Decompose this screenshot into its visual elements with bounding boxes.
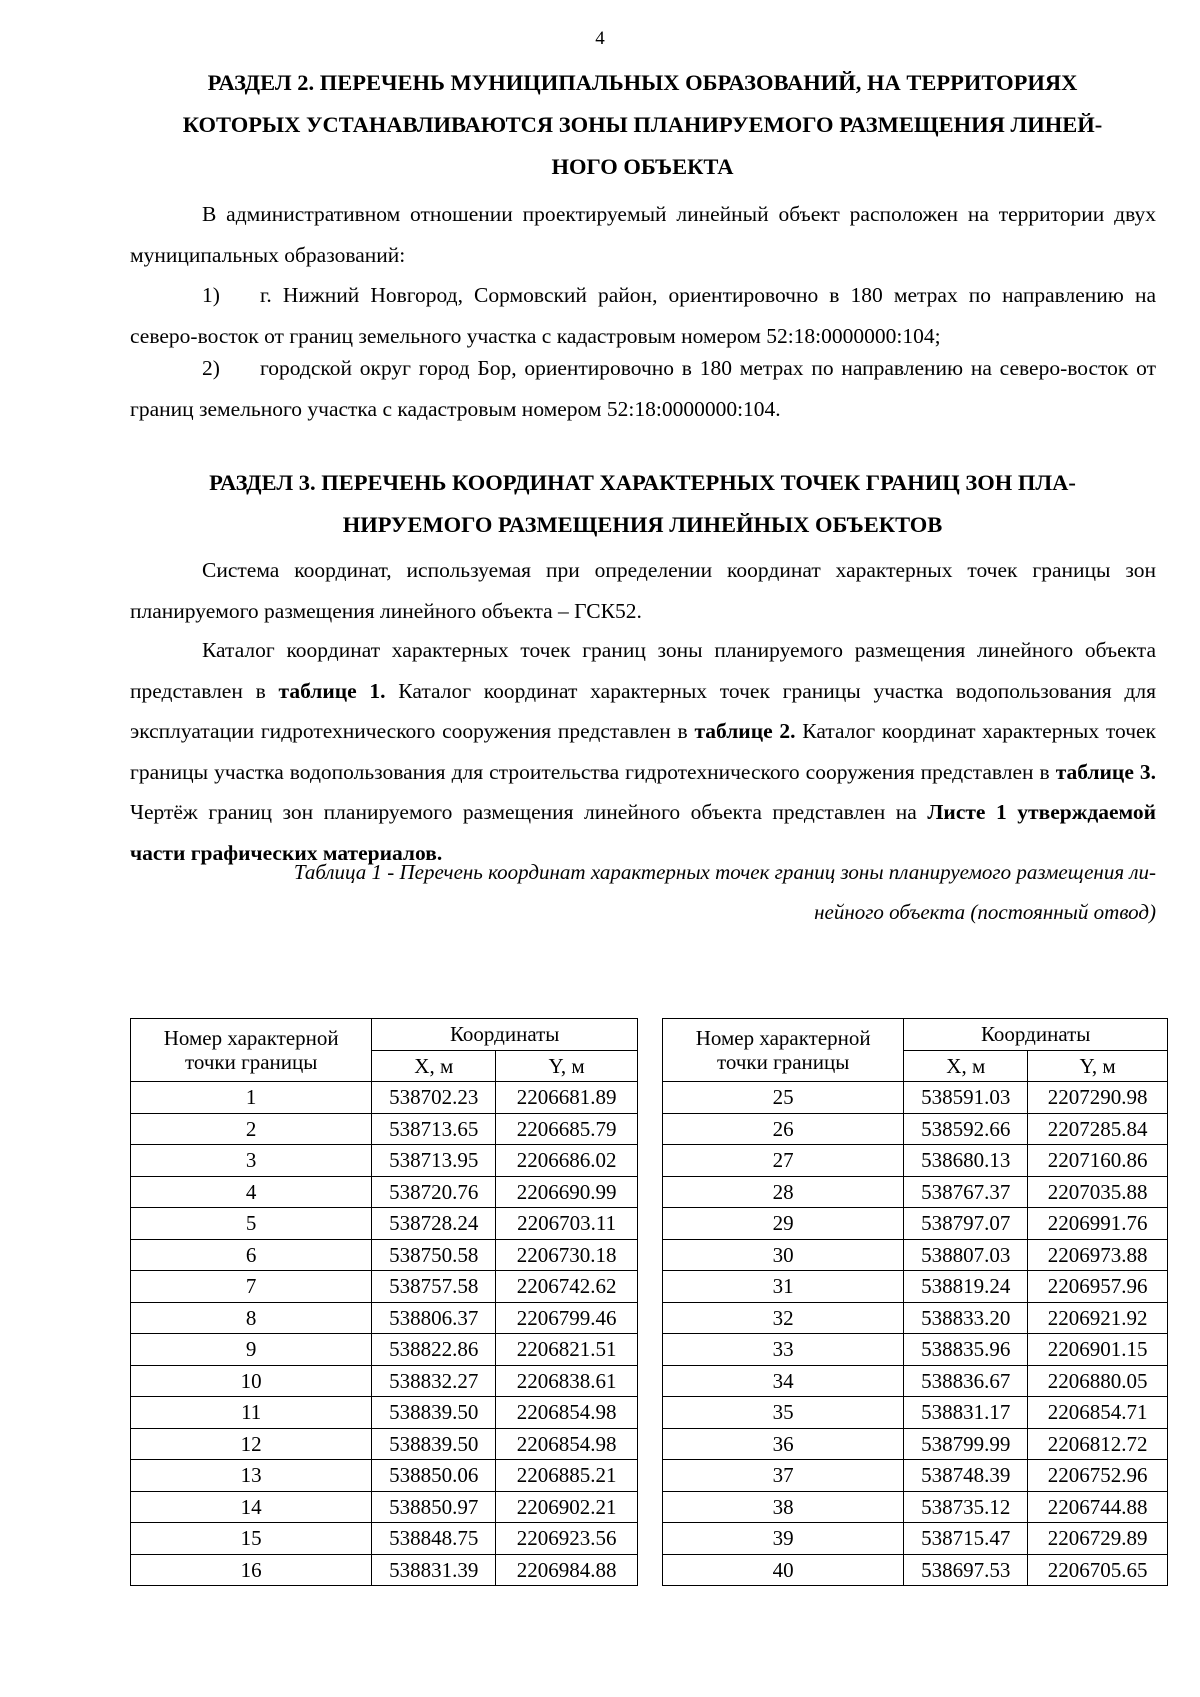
y-coordinate-cell: 2207290.98: [1028, 1082, 1168, 1114]
point-number-cell: 7: [131, 1271, 372, 1303]
para2-part: Чертёж границ зон планируемого размещения линейного объекта представлен на: [130, 800, 928, 824]
point-number-cell: 1: [131, 1082, 372, 1114]
y-coordinate-cell: 2206854.98: [496, 1428, 638, 1460]
y-coordinate-cell: 2206901.15: [1028, 1334, 1168, 1366]
x-coordinate-cell: 538728.24: [372, 1208, 496, 1240]
x-coordinate-cell: 538832.27: [372, 1365, 496, 1397]
y-coordinate-cell: 2206752.96: [1028, 1460, 1168, 1492]
y-coordinate-cell: 2206685.79: [496, 1113, 638, 1145]
point-number-cell: 11: [131, 1397, 372, 1429]
section3-heading-line2: НИРУЕМОГО РАЗМЕЩЕНИЯ ЛИНЕЙНЫХ ОБЪЕКТОВ: [342, 512, 943, 537]
x-coordinate-cell: 538697.53: [904, 1554, 1028, 1586]
point-number-cell: 10: [131, 1365, 372, 1397]
x-coordinate-cell: 538836.67: [904, 1365, 1028, 1397]
header-coordinates: Координаты: [904, 1019, 1168, 1051]
page-number: 4: [595, 28, 605, 49]
table-row: [663, 1176, 1168, 1208]
point-number-cell: 13: [131, 1460, 372, 1492]
table-row: [131, 1523, 638, 1555]
y-coordinate-cell: 2206690.99: [496, 1176, 638, 1208]
list-item-2: [130, 348, 1156, 429]
y-coordinate-cell: 2206799.46: [496, 1302, 638, 1334]
point-number-cell: 27: [663, 1145, 904, 1177]
point-number-cell: 5: [131, 1208, 372, 1240]
list-item-text: городской округ город Бор, ориентировочно в 180 метрах по направлению на северо-восток от границ земельного участка с кадастровым номером 52:18:0000000:104.: [130, 356, 1156, 421]
point-number-cell: 32: [663, 1302, 904, 1334]
header-coordinates: Координаты: [372, 1019, 638, 1051]
y-coordinate-cell: 2207285.84: [1028, 1113, 1168, 1145]
x-coordinate-cell: 538735.12: [904, 1491, 1028, 1523]
para2-part: Каталог координат характерных точек границ зоны планируемого размещения линейного объекта представлен в: [130, 638, 1156, 703]
point-number-cell: 25: [663, 1082, 904, 1114]
point-number-cell: 15: [131, 1523, 372, 1555]
table-row: [131, 1176, 638, 1208]
section3-para2: [130, 630, 1156, 873]
table3-ref: таблице 3.: [1055, 759, 1156, 784]
list-item-number: 1): [202, 283, 220, 307]
table2-ref: таблице 2.: [694, 719, 796, 743]
list-item-text: г. Нижний Новгород, Сормовский район, ориентировочно в 180 метрах по направлению на северо-восток от границ земельного участка с кадастровым номером 52:18:0000000:104;: [130, 283, 1156, 348]
y-coordinate-cell: 2206681.89: [496, 1082, 638, 1114]
header-y: Y, м: [1028, 1050, 1168, 1082]
y-coordinate-cell: 2206744.88: [1028, 1491, 1168, 1523]
y-coordinate-cell: 2206880.05: [1028, 1365, 1168, 1397]
point-number-cell: 30: [663, 1239, 904, 1271]
point-number-cell: 33: [663, 1334, 904, 1366]
x-coordinate-cell: 538850.06: [372, 1460, 496, 1492]
table-row: [131, 1145, 638, 1177]
table-row: [131, 1428, 638, 1460]
y-coordinate-cell: 2206742.62: [496, 1271, 638, 1303]
point-number-cell: 12: [131, 1428, 372, 1460]
table-row: [131, 1082, 638, 1114]
y-coordinate-cell: 2206854.71: [1028, 1397, 1168, 1429]
sheet1-ref: Листе 1 утверждаемой части графических материалов.: [130, 800, 1156, 865]
point-number-cell: 36: [663, 1428, 904, 1460]
y-coordinate-cell: 2206957.96: [1028, 1271, 1168, 1303]
table-row: [131, 1365, 638, 1397]
point-number-cell: 40: [663, 1554, 904, 1586]
y-coordinate-cell: 2206812.72: [1028, 1428, 1168, 1460]
table-row: [663, 1271, 1168, 1303]
table-row: [131, 1334, 638, 1366]
point-number-cell: 35: [663, 1397, 904, 1429]
section3-heading-line1: РАЗДЕЛ 3. ПЕРЕЧЕНЬ КООРДИНАТ ХАРАКТЕРНЫХ ТОЧЕК ГРАНИЦ ЗОН ПЛА-: [209, 470, 1076, 495]
table-row: [131, 1491, 638, 1523]
point-number-cell: 28: [663, 1176, 904, 1208]
table-row: [663, 1208, 1168, 1240]
y-coordinate-cell: 2206923.56: [496, 1523, 638, 1555]
header-point-number: [131, 1019, 372, 1082]
y-coordinate-cell: 2206973.88: [1028, 1239, 1168, 1271]
x-coordinate-cell: 538799.99: [904, 1428, 1028, 1460]
table-row: [663, 1113, 1168, 1145]
point-number-cell: 3: [131, 1145, 372, 1177]
table-row: [663, 1302, 1168, 1334]
table-row: [663, 1491, 1168, 1523]
section2-heading-line1: РАЗДЕЛ 2. ПЕРЕЧЕНЬ МУНИЦИПАЛЬНЫХ ОБРАЗОВАНИЙ, НА ТЕРРИТОРИЯХ: [207, 70, 1078, 95]
section3-para1-text: Система координат, используемая при определении координат характерных точек границы зон планируемого размещения линейного объекта – ГСК52.: [130, 558, 1156, 623]
x-coordinate-cell: 538592.66: [904, 1113, 1028, 1145]
section2-heading-line2: КОТОРЫХ УСТАНАВЛИВАЮТСЯ ЗОНЫ ПЛАНИРУЕМОГО РАЗМЕЩЕНИЯ ЛИНЕЙ-: [182, 112, 1103, 137]
y-coordinate-cell: 2206686.02: [496, 1145, 638, 1177]
x-coordinate-cell: 538833.20: [904, 1302, 1028, 1334]
x-coordinate-cell: 538839.50: [372, 1428, 496, 1460]
table-row: [131, 1460, 638, 1492]
table-row: [131, 1113, 638, 1145]
section3-para2-text: [130, 630, 1156, 873]
point-number-cell: 37: [663, 1460, 904, 1492]
x-coordinate-cell: 538806.37: [372, 1302, 496, 1334]
table-row: [131, 1397, 638, 1429]
x-coordinate-cell: 538848.75: [372, 1523, 496, 1555]
header-point-line2: точки границы: [184, 1050, 318, 1074]
x-coordinate-cell: 538713.65: [372, 1113, 496, 1145]
y-coordinate-cell: 2206921.92: [1028, 1302, 1168, 1334]
x-coordinate-cell: 538750.58: [372, 1239, 496, 1271]
table-row: [663, 1365, 1168, 1397]
table-row: [131, 1302, 638, 1334]
y-coordinate-cell: 2206821.51: [496, 1334, 638, 1366]
y-coordinate-cell: 2206838.61: [496, 1365, 638, 1397]
point-number-cell: 26: [663, 1113, 904, 1145]
x-coordinate-cell: 538720.76: [372, 1176, 496, 1208]
y-coordinate-cell: 2206703.11: [496, 1208, 638, 1240]
y-coordinate-cell: 2206854.98: [496, 1397, 638, 1429]
point-number-cell: 6: [131, 1239, 372, 1271]
header-point-line1: Номер характерной: [695, 1026, 871, 1050]
section2-intro-text: В административном отношении проектируемый линейный объект расположен на территории двух муниципальных образований:: [130, 202, 1156, 267]
point-number-cell: 39: [663, 1523, 904, 1555]
x-coordinate-cell: 538748.39: [904, 1460, 1028, 1492]
table-row: [131, 1554, 638, 1586]
table-row: [663, 1334, 1168, 1366]
x-coordinate-cell: 538797.07: [904, 1208, 1028, 1240]
header-y: Y, м: [496, 1050, 638, 1082]
x-coordinate-cell: 538591.03: [904, 1082, 1028, 1114]
point-number-cell: 38: [663, 1491, 904, 1523]
x-coordinate-cell: 538831.17: [904, 1397, 1028, 1429]
list-item-1: [130, 275, 1156, 356]
table-caption: [130, 852, 1156, 932]
y-coordinate-cell: 2206991.76: [1028, 1208, 1168, 1240]
x-coordinate-cell: 538680.13: [904, 1145, 1028, 1177]
table-caption-line1: Таблица 1 - Перечень координат характерных точек границ зоны планируемого размещения ли-: [293, 860, 1156, 884]
list-item-number: 2): [202, 356, 220, 380]
header-point-line1: Номер характерной: [163, 1026, 339, 1050]
section3-heading: [140, 462, 1145, 546]
x-coordinate-cell: 538702.23: [372, 1082, 496, 1114]
table-row: [663, 1428, 1168, 1460]
header-point-number: [663, 1019, 904, 1082]
para2-part: Каталог координат характерных точек границы участка водопользования для строительства гидротехнического сооружения представлен в: [130, 719, 1156, 784]
x-coordinate-cell: 538819.24: [904, 1271, 1028, 1303]
table-row: [663, 1523, 1168, 1555]
point-number-cell: 8: [131, 1302, 372, 1334]
table-row: [663, 1145, 1168, 1177]
table-row: [663, 1397, 1168, 1429]
point-number-cell: 29: [663, 1208, 904, 1240]
y-coordinate-cell: 2206705.65: [1028, 1554, 1168, 1586]
point-number-cell: 2: [131, 1113, 372, 1145]
point-number-cell: 16: [131, 1554, 372, 1586]
coordinates-table-right: [662, 1018, 1168, 1586]
table-row: [663, 1082, 1168, 1114]
point-number-cell: 31: [663, 1271, 904, 1303]
y-coordinate-cell: 2206729.89: [1028, 1523, 1168, 1555]
x-coordinate-cell: 538822.86: [372, 1334, 496, 1366]
x-coordinate-cell: 538839.50: [372, 1397, 496, 1429]
section2-heading: [140, 62, 1145, 188]
x-coordinate-cell: 538757.58: [372, 1271, 496, 1303]
header-x: X, м: [372, 1050, 496, 1082]
table-row: [131, 1239, 638, 1271]
header-x: X, м: [904, 1050, 1028, 1082]
section3-para1: [130, 550, 1156, 631]
point-number-cell: 14: [131, 1491, 372, 1523]
point-number-cell: 34: [663, 1365, 904, 1397]
table-row: [663, 1239, 1168, 1271]
table-row: [663, 1554, 1168, 1586]
header-point-line2: точки границы: [716, 1050, 850, 1074]
section2-intro: [130, 194, 1156, 275]
x-coordinate-cell: 538835.96: [904, 1334, 1028, 1366]
x-coordinate-cell: 538831.39: [372, 1554, 496, 1586]
table-row: [131, 1271, 638, 1303]
table-row: [131, 1208, 638, 1240]
coordinates-table-left: [130, 1018, 638, 1586]
point-number-cell: 4: [131, 1176, 372, 1208]
table1-ref: таблице 1.: [278, 678, 386, 703]
point-number-cell: 9: [131, 1334, 372, 1366]
para2-part: Каталог координат характерных точек границы участка водопользования для эксплуатации гидротехнического сооружения представлен в: [130, 678, 1156, 743]
x-coordinate-cell: 538807.03: [904, 1239, 1028, 1271]
x-coordinate-cell: 538715.47: [904, 1523, 1028, 1555]
y-coordinate-cell: 2207035.88: [1028, 1176, 1168, 1208]
y-coordinate-cell: 2206885.21: [496, 1460, 638, 1492]
y-coordinate-cell: 2206730.18: [496, 1239, 638, 1271]
table-caption-line2: нейного объекта (постоянный отвод): [814, 900, 1156, 924]
x-coordinate-cell: 538713.95: [372, 1145, 496, 1177]
x-coordinate-cell: 538767.37: [904, 1176, 1028, 1208]
table-row: [663, 1460, 1168, 1492]
y-coordinate-cell: 2207160.86: [1028, 1145, 1168, 1177]
section2-heading-line3: НОГО ОБЪЕКТА: [551, 154, 734, 179]
x-coordinate-cell: 538850.97: [372, 1491, 496, 1523]
y-coordinate-cell: 2206902.21: [496, 1491, 638, 1523]
y-coordinate-cell: 2206984.88: [496, 1554, 638, 1586]
